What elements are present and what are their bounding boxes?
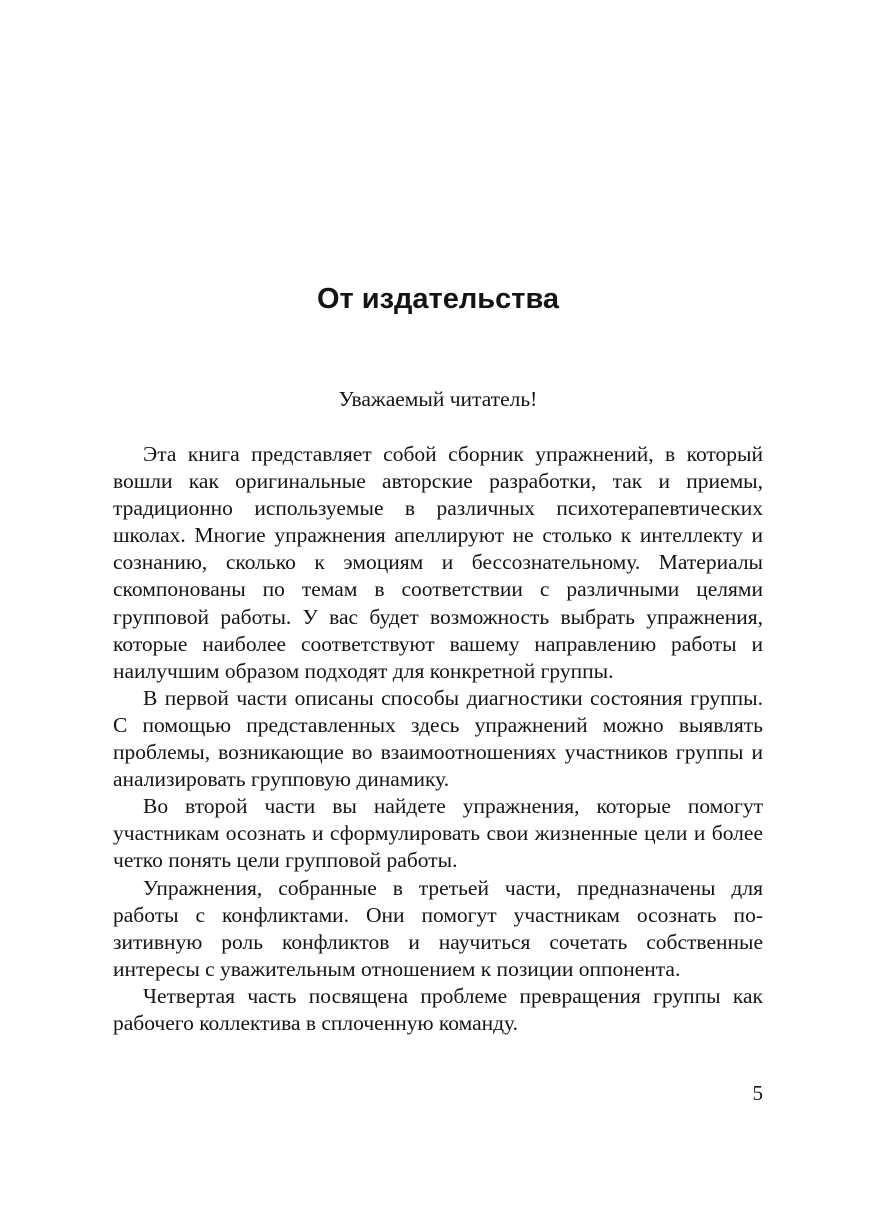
body-text bbox=[113, 441, 763, 1037]
greeting: Уважаемый читатель! bbox=[338, 387, 538, 411]
page-title: От издательства bbox=[316, 283, 560, 315]
paragraph-part-one: В первой части описаны способы диагностики состояния группы. С помощью представленных здесь упражнений можно выявлять проблемы, возникающие во взаимоотношениях участников группы и анализировать групповую динамику. bbox=[113, 685, 763, 792]
paragraph-part-three: Упражнения, собранные в третьей части, предназначены для работы с конфликтами. Они помогут участникам осознать позитивную роль конфликтов и научиться сочетать собственные интересы с уважительным отношением к позиции оппонента. bbox=[113, 875, 763, 981]
paragraph-part-four: Четвертая часть посвящена проблеме превращения группы как рабочего коллектива в сплоченную команду. bbox=[113, 983, 763, 1035]
paragraph-part-two: Во второй части вы найдете упражнения, которые помогут участникам осознать и сформулировать свои жизненные цели и более четко понять цели групповой работы. bbox=[113, 794, 763, 873]
page-number: 5 bbox=[752, 1081, 763, 1105]
book-page bbox=[113, 0, 763, 1229]
paragraph-intro: Эта книга представляет собой сборник упражнений, в который вошли как оригинальные авторские разработки, так и приемы, традиционно используемые в различных психотерапевтических школах. Многие упражнения апеллируют не столько к интеллекту и сознанию, сколько к эмоциям и бессознательному. Материалы скомпонованы по темам в соответствии с различными целями групповой работы. У вас будет возможность выбрать упражнения, которые наиболее соответствуют вашему направлению работы и наилучшим образом подходят для конкретной группы. bbox=[113, 442, 763, 683]
